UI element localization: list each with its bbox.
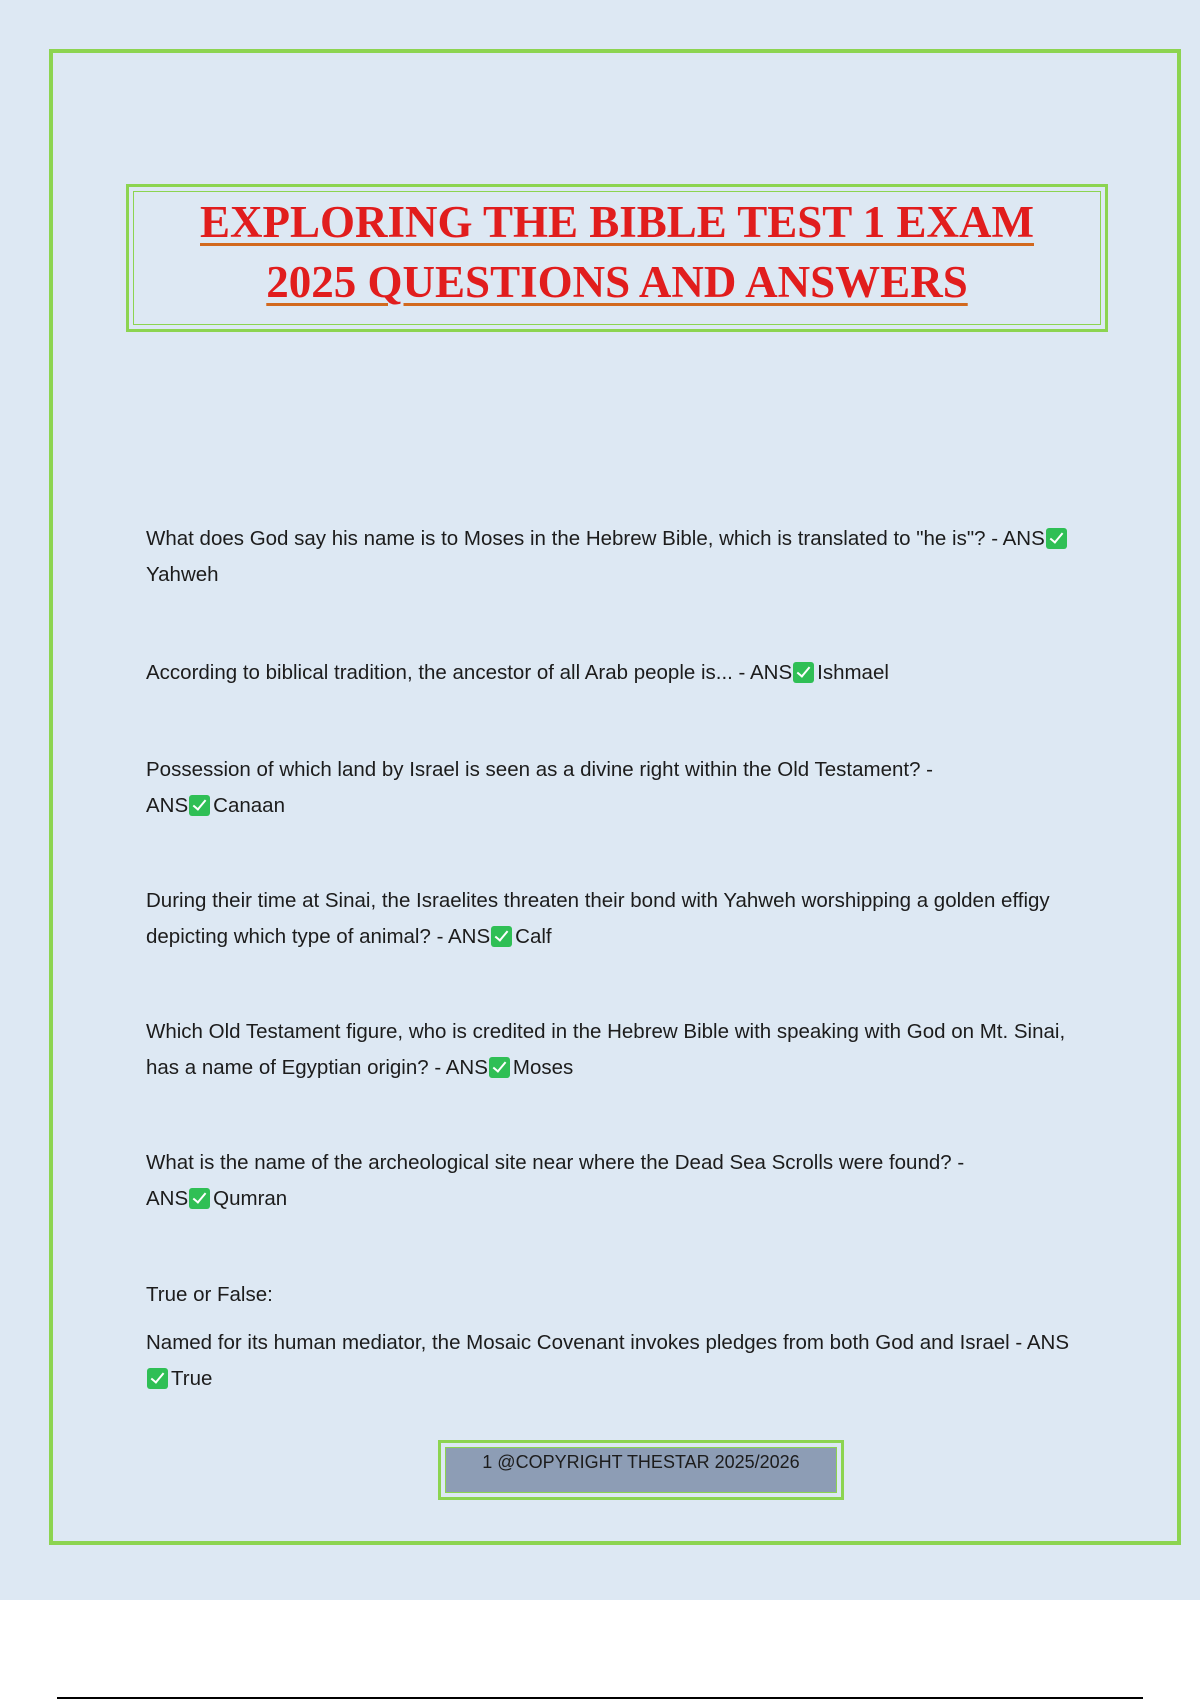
question-text: Which Old Testament figure, who is credited in the Hebrew Bible with speaking with God on Mt. Sinai, has a name of Egyptian origin? - xyxy=(146,1020,1066,1079)
qa-item-5 xyxy=(146,1014,1086,1086)
document-title xyxy=(126,192,1108,312)
check-mark-icon xyxy=(189,795,210,816)
question-text: During their time at Sinai, the Israelites threaten their bond with Yahweh worshipping a golden effigy depicting which type of animal? - xyxy=(146,889,1050,948)
question-prompt: True or False: xyxy=(146,1283,273,1306)
copyright-footer xyxy=(438,1440,844,1500)
answer-marker: ANS xyxy=(146,794,189,817)
answer-marker: ANS xyxy=(146,1187,189,1210)
qa-item-7 xyxy=(146,1325,1086,1397)
check-mark-icon xyxy=(491,926,512,947)
answer-marker: ANS xyxy=(749,661,793,684)
answer-text: Canaan xyxy=(213,794,285,817)
question-text: Named for its human mediator, the Mosaic Covenant invokes pledges from both God and Israel - xyxy=(146,1331,1023,1354)
bottom-divider xyxy=(57,1697,1143,1699)
question-text: What does God say his name is to Moses in the Hebrew Bible, which is translated to "he is"? - xyxy=(146,527,999,550)
question-text: Possession of which land by Israel is seen as a divine right within the Old Testament? - xyxy=(146,758,933,781)
check-mark-icon xyxy=(147,1368,168,1389)
answer-text: True xyxy=(171,1367,213,1390)
title-line-1: EXPLORING THE BIBLE TEST 1 EXAM xyxy=(200,197,1034,247)
qa-item-3 xyxy=(146,752,1086,824)
answer-marker: ANS xyxy=(1002,527,1045,550)
check-mark-icon xyxy=(189,1188,210,1209)
answer-marker: ANS xyxy=(445,1056,488,1079)
qa-item-6 xyxy=(146,1145,1086,1217)
qa-item-1 xyxy=(146,521,1086,593)
copyright-text: 1 @COPYRIGHT THESTAR 2025/2026 xyxy=(482,1452,800,1472)
answer-text: Moses xyxy=(512,1056,574,1079)
copyright-footer-fill xyxy=(445,1447,837,1493)
check-mark-icon xyxy=(489,1057,510,1078)
check-mark-icon xyxy=(1046,528,1067,549)
answer-text: Yahweh xyxy=(146,563,219,586)
answer-marker: ANS xyxy=(448,925,491,948)
qa-item-7-prompt xyxy=(146,1277,1086,1313)
check-mark-icon xyxy=(793,662,814,683)
answer-marker: ANS xyxy=(1026,1331,1069,1354)
question-text: According to biblical tradition, the ancestor of all Arab people is... - xyxy=(146,661,746,684)
answer-text: Qumran xyxy=(213,1187,288,1210)
qa-item-4 xyxy=(146,883,1086,955)
question-text: What is the name of the archeological site near where the Dead Sea Scrolls were found? - xyxy=(146,1151,965,1174)
qa-item-2 xyxy=(146,655,1086,691)
title-line-2: 2025 QUESTIONS AND ANSWERS xyxy=(266,257,968,307)
answer-text: Calf xyxy=(515,925,552,948)
answer-text: Ishmael xyxy=(817,661,889,684)
